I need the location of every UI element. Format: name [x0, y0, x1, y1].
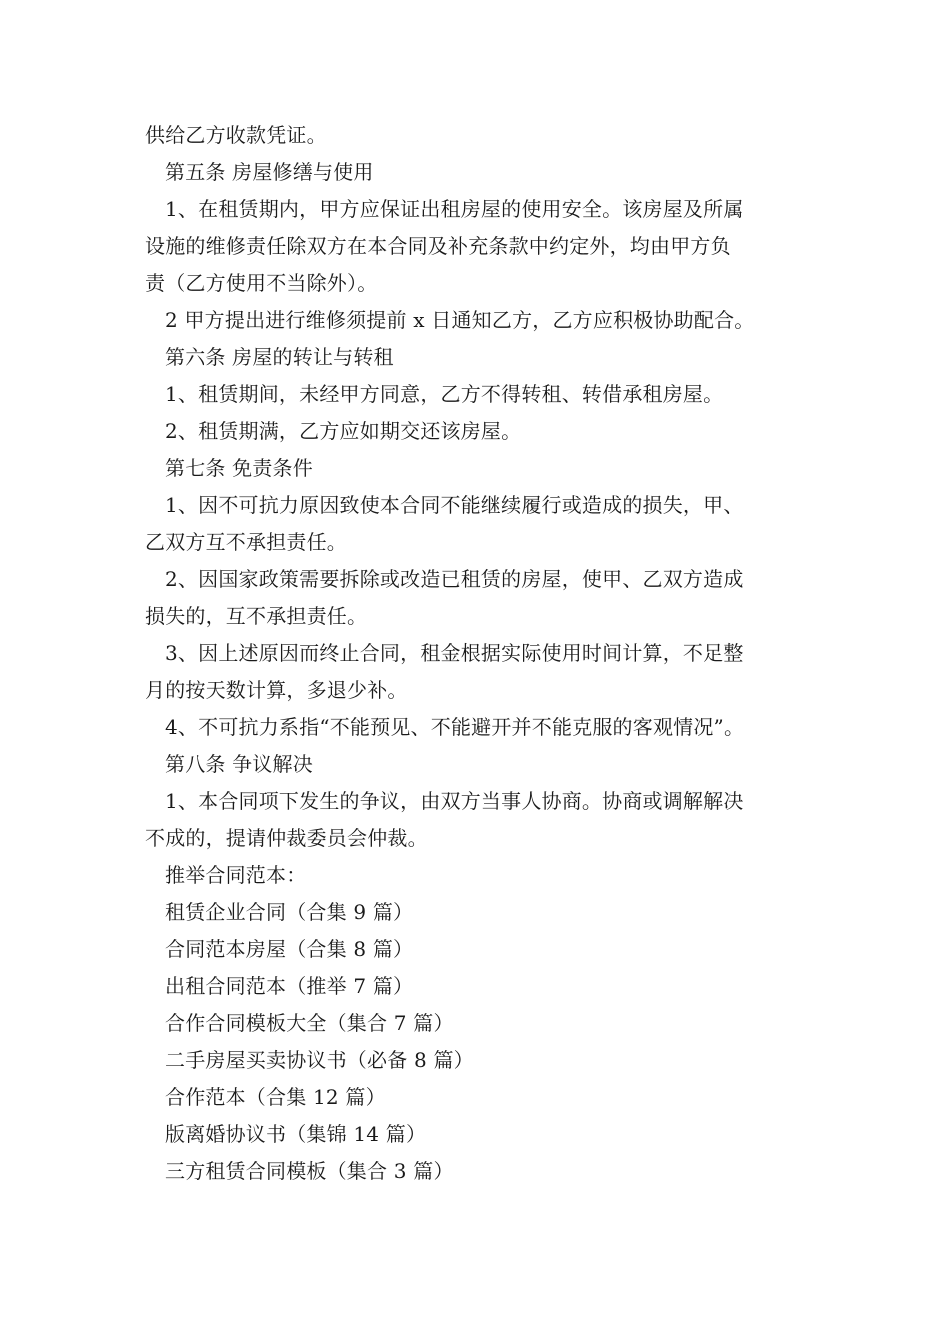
- article-7-heading: 第七条 免责条件: [165, 456, 313, 480]
- text-line: 2、因国家政策需要拆除或改造已租赁的房屋，使甲、乙双方造成: [165, 567, 744, 591]
- text-line: 2、租赁期满，乙方应如期交还该房屋。: [165, 419, 522, 443]
- text-line: 3、因上述原因而终止合同，租金根据实际使用时间计算，不足整: [165, 641, 744, 665]
- recommend-link[interactable]: 版离婚协议书（集锦 14 篇）: [165, 1122, 427, 1146]
- article-6-heading: 第六条 房屋的转让与转租: [165, 345, 394, 369]
- recommend-link[interactable]: 出租合同范本（推举 7 篇）: [165, 974, 414, 998]
- text-line: 月的按天数计算，多退少补。: [145, 678, 408, 702]
- recommend-link[interactable]: 合作合同模板大全（集合 7 篇）: [165, 1011, 454, 1035]
- text-line: 1、本合同项下发生的争议，由双方当事人协商。协商或调解解决: [165, 789, 744, 813]
- recommend-link[interactable]: 合作范本（合集 12 篇）: [165, 1085, 386, 1109]
- text-line: 1、在租赁期内，甲方应保证出租房屋的使用安全。该房屋及所属: [165, 197, 744, 221]
- text-line: 2 甲方提出进行维修须提前 x 日通知乙方，乙方应积极协助配合。: [165, 308, 755, 332]
- text-line: 责（乙方使用不当除外）。: [145, 271, 378, 295]
- text-line: 1、因不可抗力原因致使本合同不能继续履行或造成的损失，甲、: [165, 493, 744, 517]
- recommend-link[interactable]: 二手房屋买卖协议书（必备 8 篇）: [165, 1048, 474, 1072]
- recommend-heading: 推举合同范本：: [165, 863, 307, 887]
- text-line: 不成的，提请仲裁委员会仲裁。: [145, 826, 428, 850]
- document-body: [145, 117, 815, 1190]
- text-line: 损失的，互不承担责任。: [145, 604, 368, 628]
- recommend-list: [145, 894, 815, 1190]
- text-line: 1、租赁期间，未经甲方同意，乙方不得转租、转借承租房屋。: [165, 382, 724, 406]
- text-line: 设施的维修责任除双方在本合同及补充条款中约定外，均由甲方负: [145, 234, 731, 258]
- recommend-link[interactable]: 租赁企业合同（合集 9 篇）: [165, 900, 414, 924]
- text-line: 乙双方互不承担责任。: [145, 530, 347, 554]
- article-8-heading: 第八条 争议解决: [165, 752, 313, 776]
- article-5-heading: 第五条 房屋修缮与使用: [165, 160, 374, 184]
- recommend-link[interactable]: 合同范本房屋（合集 8 篇）: [165, 937, 414, 961]
- text-line: 供给乙方收款凭证。: [145, 123, 327, 147]
- text-line: 4、不可抗力系指“不能预见、不能避开并不能克服的客观情况”。: [165, 715, 745, 739]
- recommend-link[interactable]: 三方租赁合同模板（集合 3 篇）: [165, 1159, 454, 1183]
